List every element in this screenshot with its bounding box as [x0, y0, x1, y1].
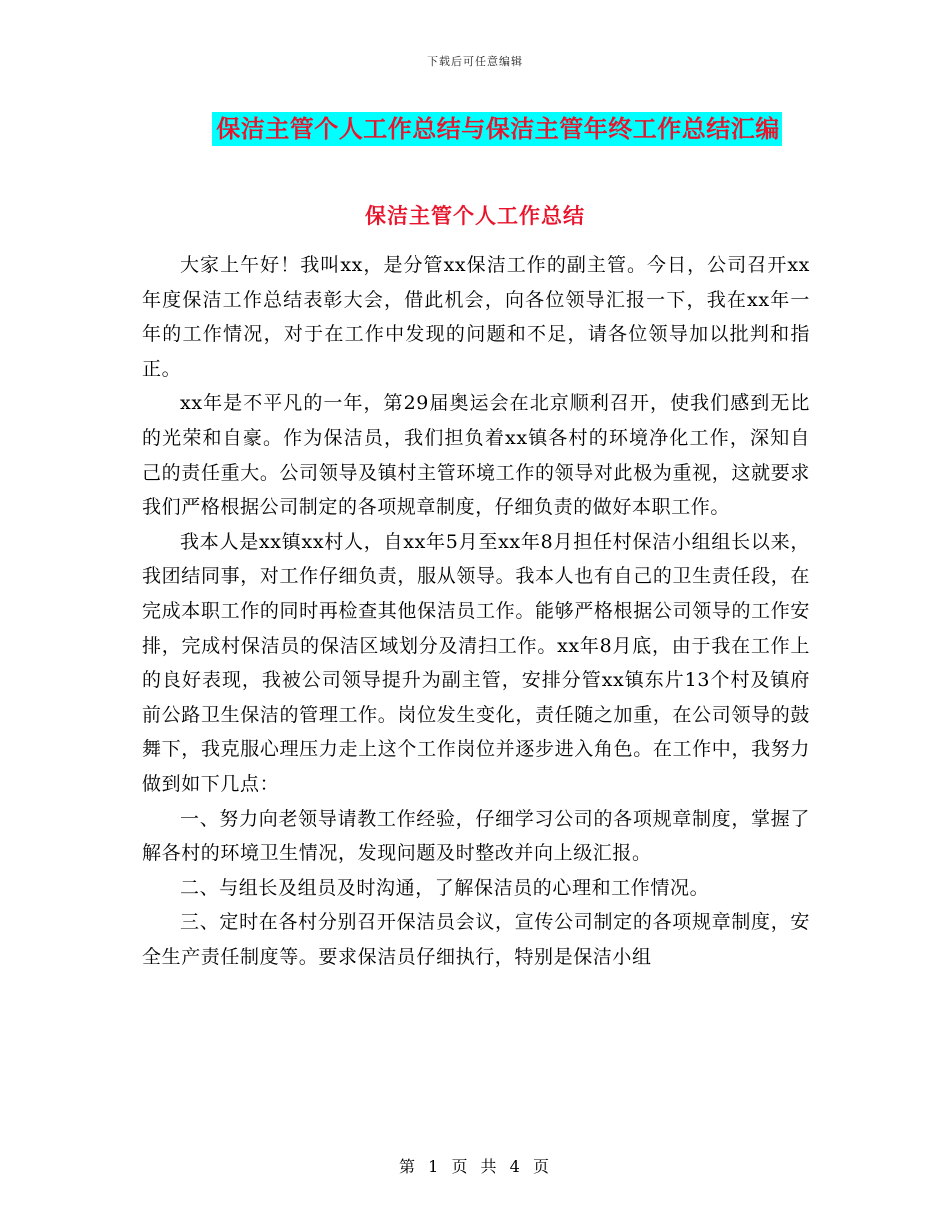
paragraph-3: 我本人是xx镇xx村人，自xx年5月至xx年8月担任村保洁小组组长以来，我团结同事，对工作仔细负责，服从领导。我本人也有自己的卫生责任段，在完成本职工作的同时再检查其他保洁员工作。能够严格根据公司领导的工作安排，完成村保洁员的保洁区域划分及清扫工作。xx年8月底，由于我在工作上的良好表现，我被公司领导提升为副主管，安排分管xx镇东片13个村及镇府前公路卫生保洁的管理工作。岗位发生变化，责任随之加重，在公司领导的鼓舞下，我克服心理压力走上这个工作岗位并逐步进入角色。在工作中，我努力做到如下几点：: [142, 530, 810, 795]
page-label: 第: [399, 1157, 418, 1176]
main-title: 保洁主管个人工作总结与保洁主管年终工作总结汇编: [212, 112, 782, 146]
page-number: 1: [428, 1157, 441, 1176]
paragraph-5: 二、与组长及组员及时沟通，了解保洁员的心理和工作情况。: [180, 876, 710, 899]
section-title: 保洁主管个人工作总结: [365, 204, 585, 228]
document-body: [142, 248, 810, 974]
page-unit: 页: [451, 1157, 470, 1176]
paragraph-6: 三、定时在各村分别召开保洁员会议，宣传公司制定的各项规章制度，安全生产责任制度等。要求保洁员仔细执行，特别是保洁小组: [142, 911, 810, 968]
total-label: 共: [480, 1157, 499, 1176]
total-pages: 4: [509, 1157, 522, 1176]
total-unit: 页: [532, 1157, 551, 1176]
main-title-container: [0, 112, 950, 146]
page-footer: [0, 1154, 950, 1177]
paragraph-4: 一、努力向老领导请教工作经验，仔细学习公司的各项规章制度，掌握了解各村的环境卫生情况，发现问题及时整改并向上级汇报。: [142, 807, 810, 865]
paragraph-2: xx年是不平凡的一年，第29届奥运会在北京顺利召开，使我们感到无比的光荣和自豪。作为保洁员，我们担负着xx镇各村的环境净化工作，深知自己的责任重大。公司领导及镇村主管环境工作的领导对此极为重视，这就要求我们严格根据公司制定的各项规章制度，仔细负责的做好本职工作。: [142, 392, 810, 519]
paragraph-1: 大家上午好！我叫xx，是分管xx保洁工作的副主管。今日，公司召开xx年度保洁工作总结表彰大会，借此机会，向各位领导汇报一下，我在xx年一年的工作情况，对于在工作中发现的问题和不足，请各位领导加以批判和指正。: [142, 254, 810, 380]
download-note: 下载后可任意编辑: [427, 55, 523, 68]
